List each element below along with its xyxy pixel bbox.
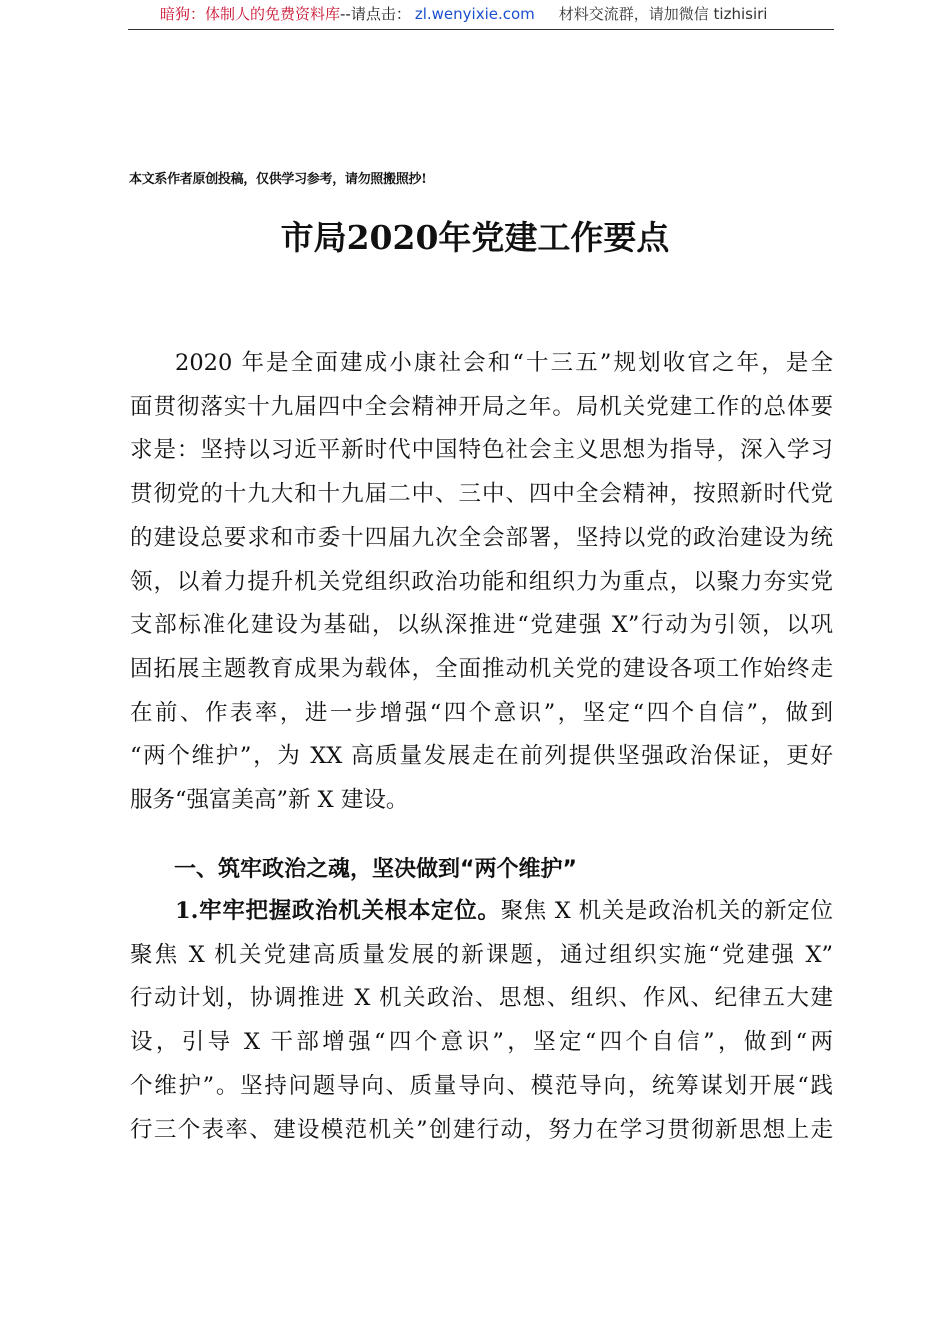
text-line [130,890,833,934]
header-link[interactable]: zl.wenyixie.com [414,5,535,23]
text-line: 求是：坚持以习近平新时代中国特色社会主义思想为指导，深入学习 [130,437,833,464]
text-line: 行动计划，协调推进 X 机关政治、思想、组织、作风、纪律五大建 [130,985,833,1012]
header-prompt: --请点击： [340,5,411,23]
section-heading: 一、筑牢政治之魂，坚决做到“两个维护” [174,857,577,882]
text-line: 领，以着力提升机关党组织政治功能和组织力为重点，以聚力夯实党 [130,568,833,595]
site-header-banner [128,3,834,30]
text-line: 固拓展主题教育成果为载体，全面推动机关党的建设各项工作始终走 [130,655,833,682]
text-line: 服务“强富美高”新 X 建设。 [130,787,409,814]
text-line: 2020 年是全面建成小康社会和“十三五”规划收官之年，是全 [175,350,833,376]
text-line: 在前、作表率，进一步增强“四个意识”，坚定“四个自信”，做到 [130,699,833,726]
document-title: 市局2020年党建工作要点 [280,218,670,257]
header-contact: 材料交流群，请加微信 tizhisiri [558,5,768,23]
disclaimer-note: 本文系作者原创投稿，仅供学习参考，请勿照搬照抄! [129,172,427,187]
text-line: 行三个表率、建设模范机关”创建行动，努力在学习贯彻新思想上走 [130,1116,833,1143]
text-line: 聚焦 X 机关党建高质量发展的新课题，通过组织实施“党建强 X” [130,941,833,968]
header-brand: 暗狗：体制人的免费资料库 [160,5,341,23]
text-line: 贯彻党的十九大和十九届二中、三中、四中全会精神，按照新时代党 [130,481,833,508]
item-1-lead: 1.牢牢把握政治机关根本定位。 [175,898,501,924]
item-1-first-rest: 聚焦 X 机关是政治机关的新定位 [500,898,833,924]
intro-paragraph [130,342,833,823]
text-line: 面贯彻落实十九届四中全会精神开局之年。局机关党建工作的总体要 [130,393,833,420]
text-line: 个维护”。坚持问题导向、质量导向、模范导向，统筹谋划开展“践 [130,1072,833,1099]
text-line: 支部标准化建设为基础，以纵深推进“党建强 X”行动为引领，以巩 [130,612,833,639]
text-line: 设，引导 X 干部增强“四个意识”，坚定“四个自信”，做到“两 [130,1029,833,1056]
text-line: 的建设总要求和市委十四届九次全会部署，坚持以党的政治建设为统 [130,524,833,551]
item-1-paragraph [130,890,833,1152]
text-line: “两个维护”，为 XX 高质量发展走在前列提供坚强政治保证，更好 [130,743,833,770]
